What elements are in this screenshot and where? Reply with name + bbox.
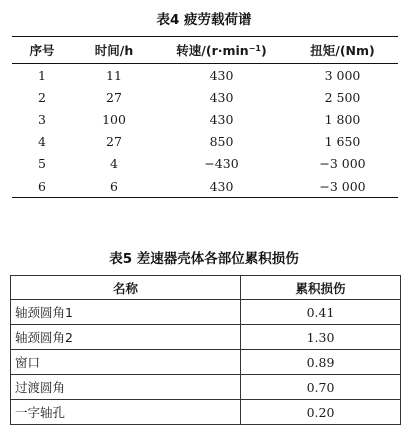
cell-damage-value: 1.30 bbox=[241, 325, 401, 350]
table-row bbox=[12, 86, 398, 108]
table5-header-row bbox=[11, 276, 401, 300]
cell-damage-value: 0.70 bbox=[241, 375, 401, 400]
cell-speed: 430 bbox=[209, 67, 234, 83]
table5-caption: 表5 差速器壳体各部位累积损伤 bbox=[109, 251, 299, 267]
header-time: 时间/h bbox=[72, 37, 156, 64]
table-row bbox=[11, 350, 401, 375]
cell-damage-value: 0.41 bbox=[241, 300, 401, 325]
table-row bbox=[12, 175, 398, 198]
cell-index: 4 bbox=[38, 134, 46, 150]
cell-part-name: 一字轴孔 bbox=[11, 400, 241, 425]
table-row bbox=[12, 131, 398, 153]
table4-header-row bbox=[12, 37, 398, 64]
header-speed-label: 转速/(r·min bbox=[176, 43, 249, 58]
table-row bbox=[11, 325, 401, 350]
header-speed-close: ) bbox=[260, 43, 267, 58]
cell-index: 1 bbox=[38, 67, 46, 83]
cell-time: 11 bbox=[106, 67, 122, 83]
cell-index: 5 bbox=[38, 156, 46, 172]
table4-caption: 表4 疲劳载荷谱 bbox=[156, 12, 252, 28]
cell-torque: 2 500 bbox=[324, 89, 361, 105]
cell-index: 6 bbox=[38, 178, 46, 194]
cell-torque: −3 000 bbox=[319, 178, 366, 194]
cell-part-name: 轴颈圆角1 bbox=[11, 300, 241, 325]
cell-part-name: 窗口 bbox=[11, 350, 241, 375]
table-row bbox=[12, 153, 398, 175]
cell-time: 100 bbox=[102, 111, 126, 127]
table-row bbox=[11, 375, 401, 400]
table-row bbox=[11, 400, 401, 425]
cell-speed: 430 bbox=[209, 89, 234, 105]
cell-torque: −3 000 bbox=[319, 156, 366, 172]
cumulative-damage-table bbox=[10, 275, 401, 425]
cell-time: 6 bbox=[110, 178, 118, 194]
cell-time: 27 bbox=[106, 89, 122, 105]
cell-damage-value: 0.20 bbox=[241, 400, 401, 425]
header-name: 名称 bbox=[11, 276, 241, 300]
cell-part-name: 过渡圆角 bbox=[11, 375, 241, 400]
header-speed bbox=[156, 37, 287, 64]
cell-speed: 430 bbox=[209, 178, 234, 194]
header-index: 序号 bbox=[12, 37, 72, 64]
cell-damage-value: 0.89 bbox=[241, 350, 401, 375]
cell-time: 27 bbox=[106, 134, 122, 150]
cell-time: 4 bbox=[110, 156, 118, 172]
header-cumulative-damage: 累积损伤 bbox=[241, 276, 401, 300]
table-row bbox=[12, 64, 398, 87]
cell-speed: −430 bbox=[204, 156, 239, 172]
table-row bbox=[11, 300, 401, 325]
cell-torque: 1 800 bbox=[324, 111, 361, 127]
table-row bbox=[12, 108, 398, 130]
cell-speed: 430 bbox=[209, 111, 234, 127]
cell-part-name: 轴颈圆角2 bbox=[11, 325, 241, 350]
fatigue-load-spectrum-table bbox=[12, 36, 398, 198]
cell-index: 3 bbox=[38, 111, 46, 127]
cell-speed: 850 bbox=[209, 134, 234, 150]
cell-index: 2 bbox=[38, 89, 46, 105]
cell-torque: 3 000 bbox=[324, 67, 361, 83]
header-speed-exponent: −1 bbox=[248, 44, 261, 53]
cell-torque: 1 650 bbox=[324, 134, 361, 150]
header-torque: 扭矩/(Nm) bbox=[287, 37, 398, 64]
